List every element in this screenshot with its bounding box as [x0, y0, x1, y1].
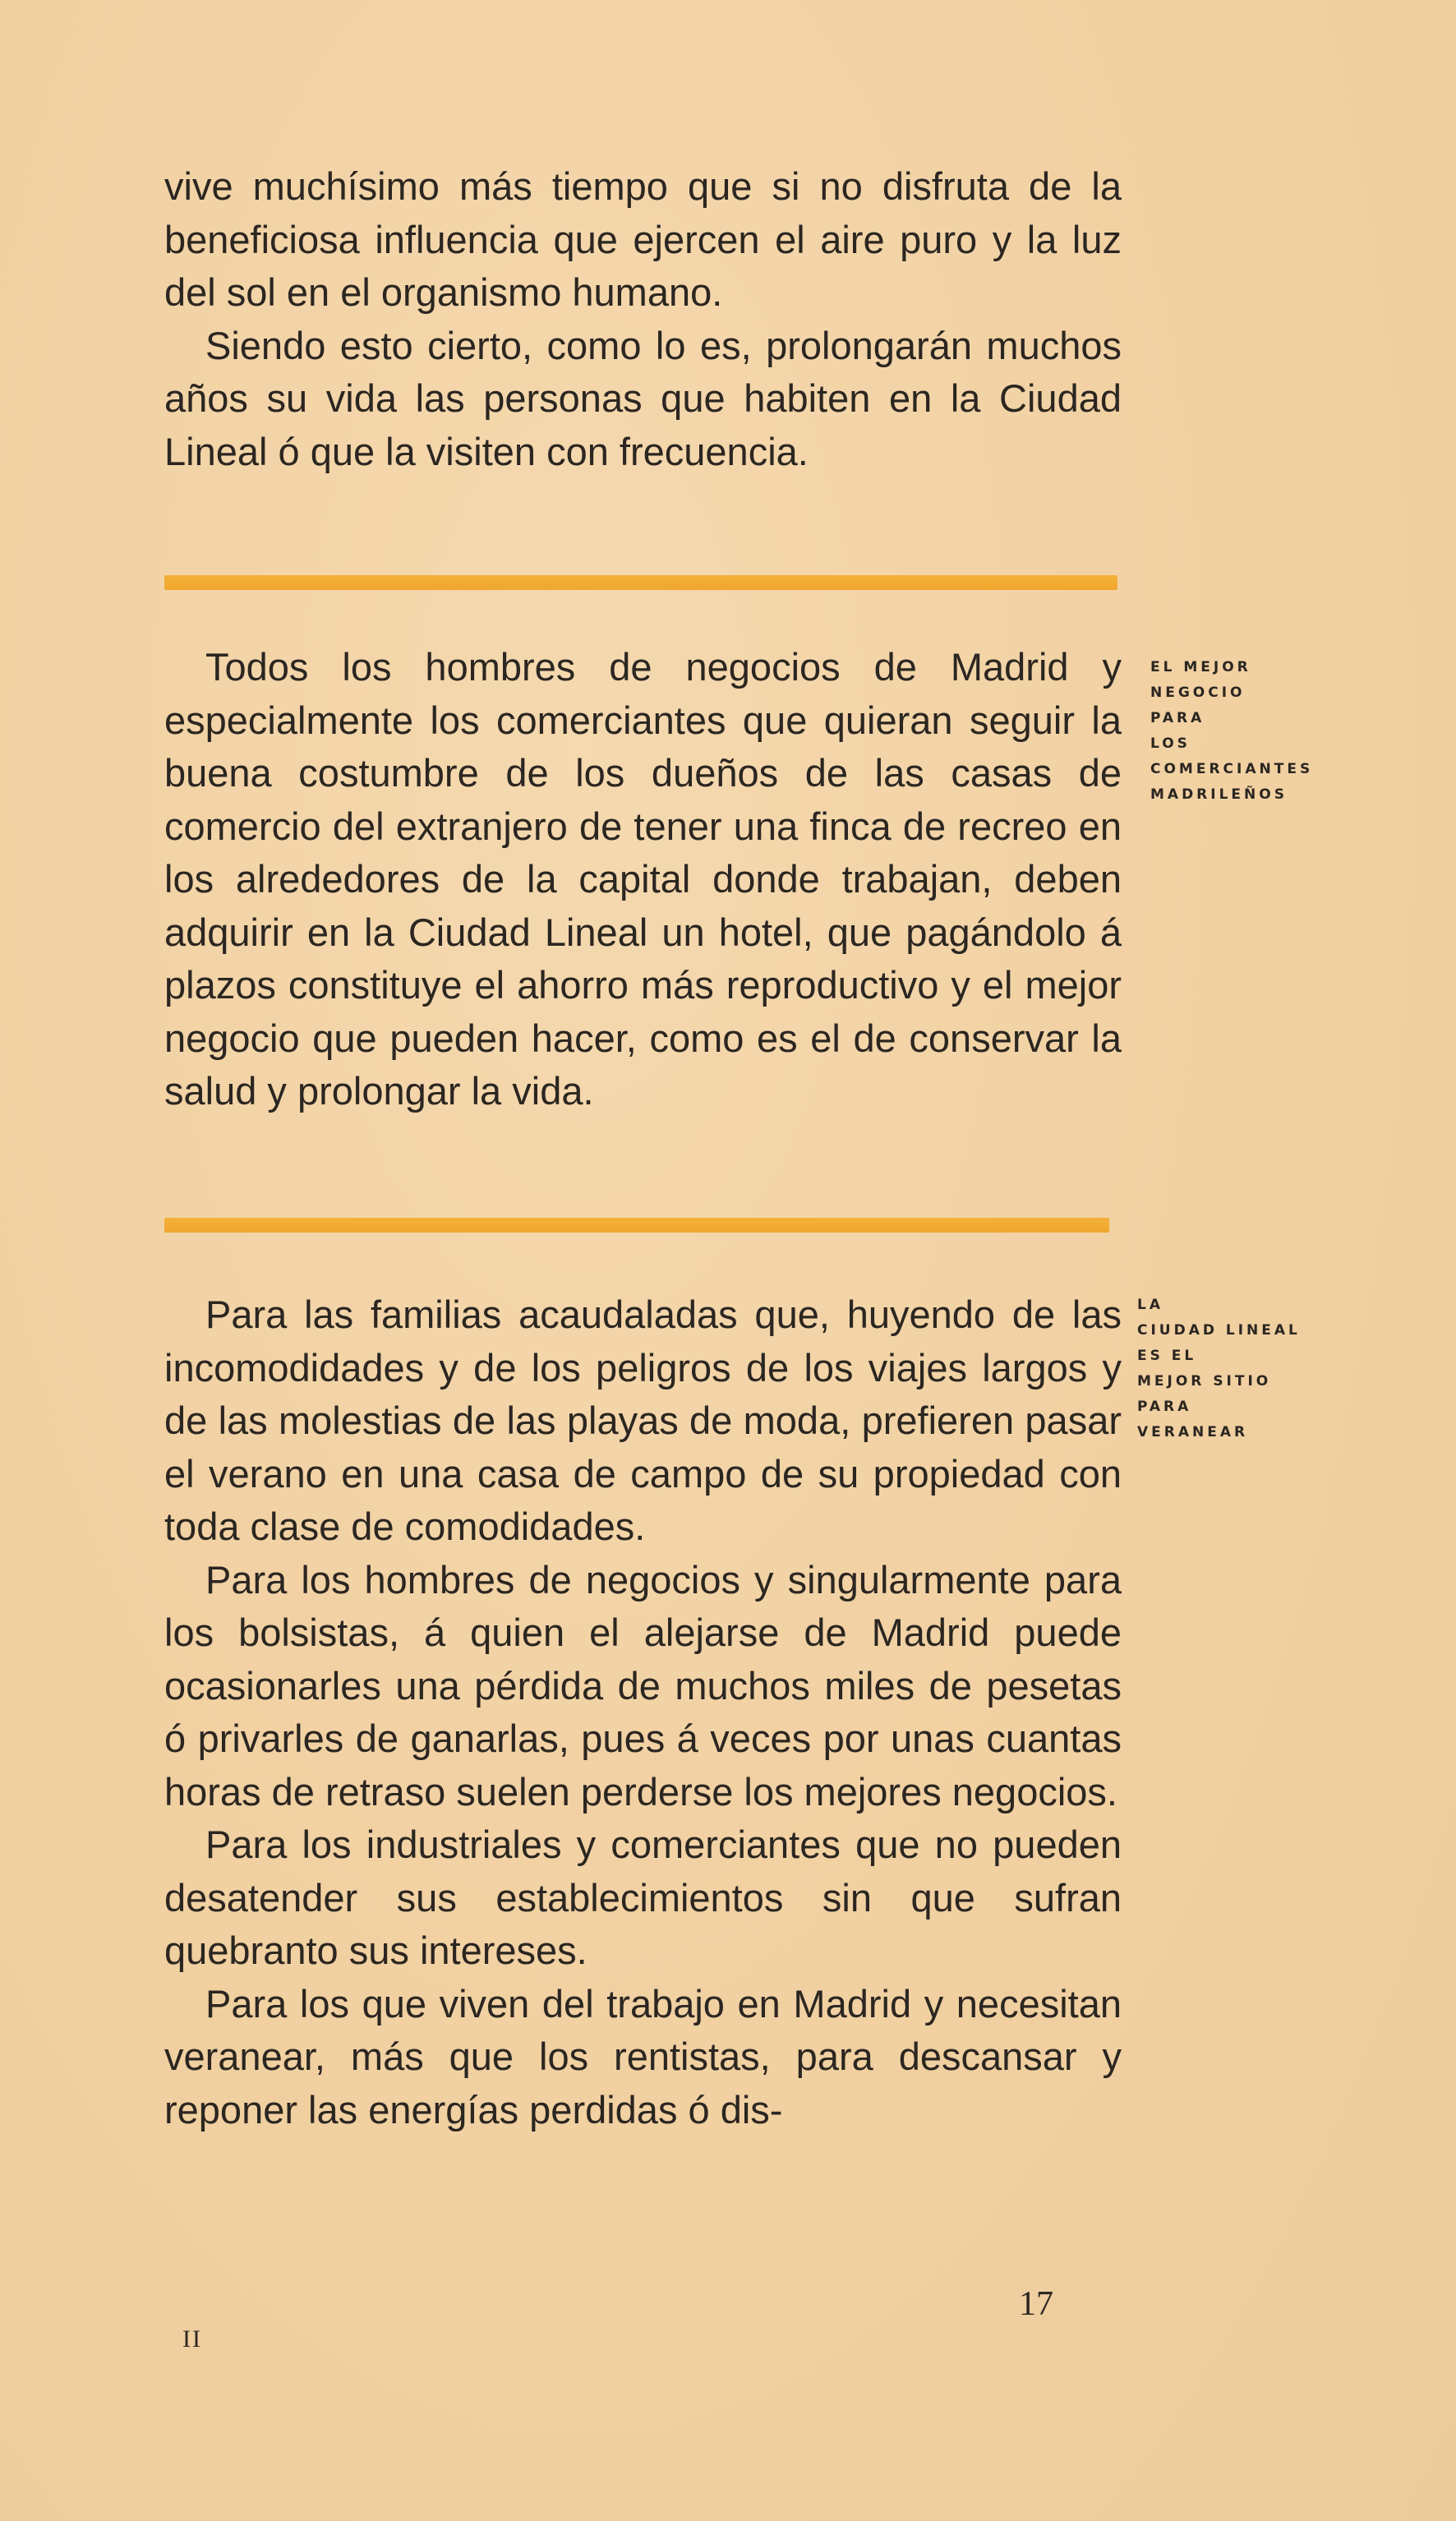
paragraph: Para las familias acaudaladas que, huyendo de las incomodidades y de los peligros de los viajes largos y de las molestias de las playas de moda, prefieren pasar el verano en una casa de campo de su propiedad con toda clase de comodidades. — [164, 1293, 1122, 1548]
sidenote-line: LA — [1137, 1297, 1163, 1313]
orange-divider-top — [164, 575, 1117, 590]
sidenote-line: MADRILEÑOS — [1150, 786, 1288, 803]
paragraph: Para los hombres de negocios y singularmente para los bolsistas, á quien el alejarse de Madrid puede ocasionarles una pérdida de muchos miles de pesetas ó privarles de ganarlas, pues á veces por unas cuantas horas de retraso suelen perderse los mejores negocios. — [164, 1557, 1122, 1814]
text-block-summer — [164, 1288, 1122, 2136]
paragraph: Todos los hombres de negocios de Madrid y especialmente los comerciantes que quieran seguir la buena costumbre de los dueños de las casas de comercio del extranjero de tener una finca de recreo en los alrededores de la capital donde trabajan, deben adquirir en la Ciudad Lineal un hotel, que pagándolo á plazos constituye el ahorro más reproductivo y el mejor negocio que pueden hacer, como es el de conservar la salud y prolongar la vida. — [164, 645, 1122, 1113]
orange-divider-bottom — [164, 1218, 1109, 1233]
sidenote-line: PARA — [1137, 1399, 1192, 1415]
sidenote-line: MEJOR SITIO — [1137, 1373, 1272, 1390]
sidenote-line: COMERCIANTES — [1150, 761, 1314, 777]
sidenote-line: EL MEJOR — [1150, 659, 1251, 675]
sidenote-line: VERANEAR — [1137, 1424, 1249, 1440]
paragraph: Para los industriales y comerciantes que no pueden desatender sus establecimientos sin que sufran quebranto sus intereses. — [164, 1823, 1122, 1972]
paragraph: Para los que viven del trabajo en Madrid y necesitan veranear, más que los rentistas, para descansar y reponer las energías perdidas ó dis- — [164, 1981, 1122, 2132]
paragraph: vive muchísimo más tiempo que si no disfruta de la beneficiosa influencia que ejercen el aire puro y la luz del sol en el organismo humano. — [164, 164, 1122, 314]
sidenote-line: CIUDAD LINEAL — [1137, 1322, 1301, 1339]
sidenote-best-summer-place — [1137, 1293, 1301, 1445]
sidenote-line: NEGOCIO — [1150, 684, 1246, 701]
signature-mark: II — [182, 2325, 202, 2353]
page-number: 17 — [1019, 2285, 1053, 2323]
sidenote-line: LOS — [1150, 735, 1191, 752]
sidenote-line: ES EL — [1137, 1348, 1197, 1364]
sidenote-line: PARA — [1150, 710, 1205, 726]
text-block-businessmen — [164, 641, 1122, 1118]
sidenote-best-business — [1150, 655, 1313, 808]
text-block-intro — [164, 160, 1122, 478]
paragraph: Siendo esto cierto, como lo es, prolongarán muchos años su vida las personas que habiten en la Ciudad Lineal ó que la visiten con frecuencia. — [164, 323, 1122, 473]
